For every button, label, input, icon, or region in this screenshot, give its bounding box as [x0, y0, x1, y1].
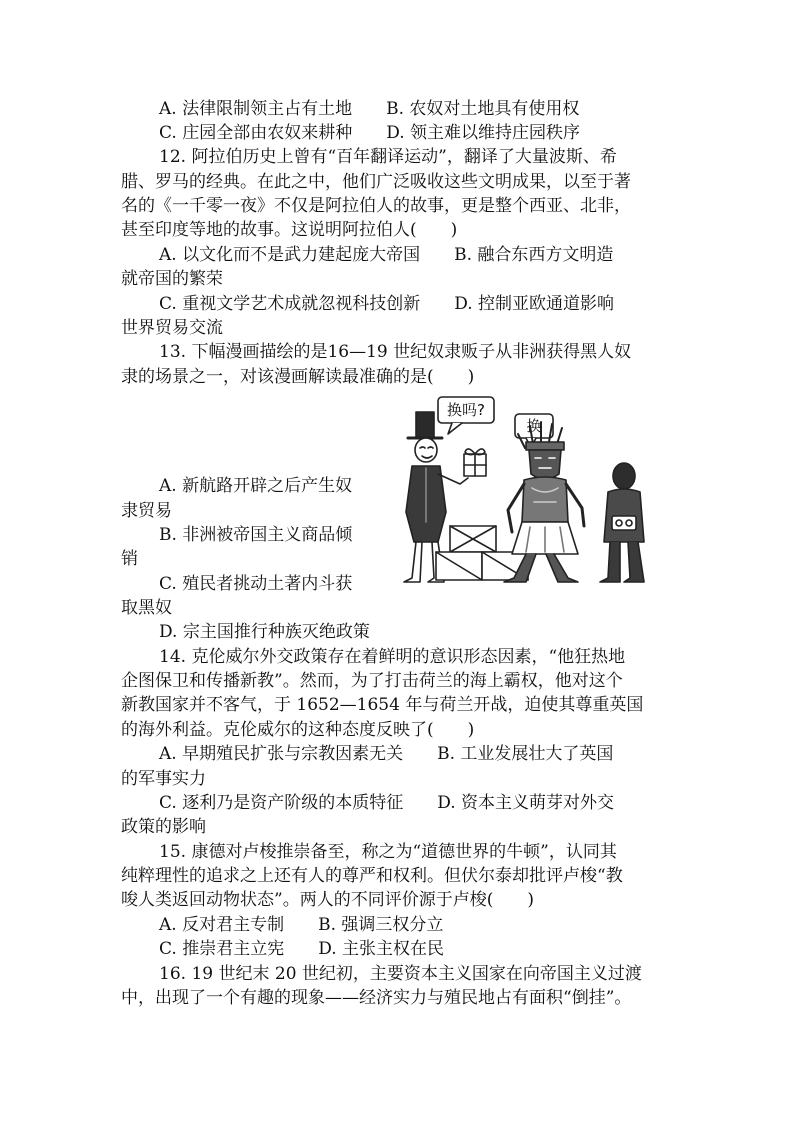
q15-stem: 15. 康德对卢梭推崇备至，称之为“道德世界的牛顿”，认同其: [159, 842, 617, 862]
q12-option-ab: A. 以文化而不是武力建起庞大帝国 B. 融合东西方文明造: [159, 245, 614, 265]
q14-option-d-cont: 政策的影响: [121, 817, 206, 837]
q12-option-b-cont: 就帝国的繁荣: [121, 269, 223, 289]
q13-option-a-cont: 隶贸易: [121, 501, 172, 521]
q15-stem: 纯粹理性的追求之上还有人的尊严和权利。但伏尔泰却批评卢梭“教: [121, 866, 623, 886]
slave-trade-cartoon: [398, 392, 660, 587]
q13-stem: 13. 下幅漫画描绘的是16—19 世纪奴隶贩子从非洲获得黑人奴: [159, 342, 632, 362]
q11-options-cd: C. 庄园全部由农奴来耕种 D. 领主难以维持庄园秩序: [159, 123, 581, 143]
q13-option-d: D. 宗主国推行种族灭绝政策: [159, 622, 370, 642]
q13-option-b-cont: 销: [121, 549, 138, 569]
q12-stem: 名的《一千零一夜》不仅是阿拉伯人的故事，更是整个西亚、北非，: [121, 196, 631, 216]
q12-stem: 12. 阿拉伯历史上曾有“百年翻译运动”，翻译了大量波斯、希: [159, 147, 617, 167]
q14-option-ab: A. 早期殖民扩张与宗教因素无关 B. 工业发展壮大了英国: [159, 744, 614, 764]
q16-stem: 16. 19 世纪末 20 世纪初，主要资本主义国家在向帝国主义过渡: [159, 964, 642, 984]
q11-options-ab: A. 法律限制领主占有土地 B. 农奴对土地具有使用权: [159, 99, 580, 119]
q13-option-b: B. 非洲被帝国主义商品倾: [159, 525, 353, 545]
q12-option-cd: C. 重视文学艺术成就忽视科技创新 D. 控制亚欧通道影响: [159, 294, 615, 314]
q14-stem: 新教国家并不客气，于 1652—1654 年与荷兰开战，迫使其尊重英国: [121, 695, 644, 715]
q15-options-ab: A. 反对君主专制 B. 强调三权分立: [159, 915, 444, 935]
q12-option-d-cont: 世界贸易交流: [121, 318, 223, 338]
q14-stem: 的海外利益。克伦威尔的这种态度反映了( ): [121, 720, 475, 740]
bubble-right-text: 换: [526, 417, 542, 435]
q14-option-b-cont: 的军事实力: [121, 769, 206, 789]
q13-option-a: A. 新航路开辟之后产生奴: [159, 476, 353, 496]
q12-stem: 腊、罗马的经典。在此之中，他们广泛吸收这些文明成果，以至于著: [121, 172, 631, 192]
q13-option-c-cont: 取黑奴: [121, 598, 172, 618]
q14-stem: 14. 克伦威尔外交政策存在着鲜明的意识形态因素，“他狂热地: [159, 647, 626, 667]
q14-stem: 企图保卫和传播新教”。然而，为了打击荷兰的海上霸权，他对这个: [121, 671, 623, 691]
q13-stem: 隶的场景之一，对该漫画解读最准确的是( ): [121, 367, 475, 387]
q15-stem: 唆人类返回动物状态”。两人的不同评价源于卢梭( ): [121, 890, 534, 910]
q13-option-c: C. 殖民者挑动土著内斗获: [159, 574, 353, 594]
bubble-left-text: 换吗?: [447, 401, 485, 419]
q14-option-cd: C. 逐利乃是资产阶级的本质特征 D. 资本主义萌芽对外交: [159, 793, 615, 813]
q12-stem: 甚至印度等地的故事。这说明阿拉伯人( ): [121, 220, 458, 240]
q15-options-cd: C. 推崇君主立宪 D. 主张主权在民: [159, 939, 445, 959]
q16-stem: 中，出现了一个有趣的现象——经济实力与殖民地占有面积“倒挂”。: [121, 988, 632, 1008]
